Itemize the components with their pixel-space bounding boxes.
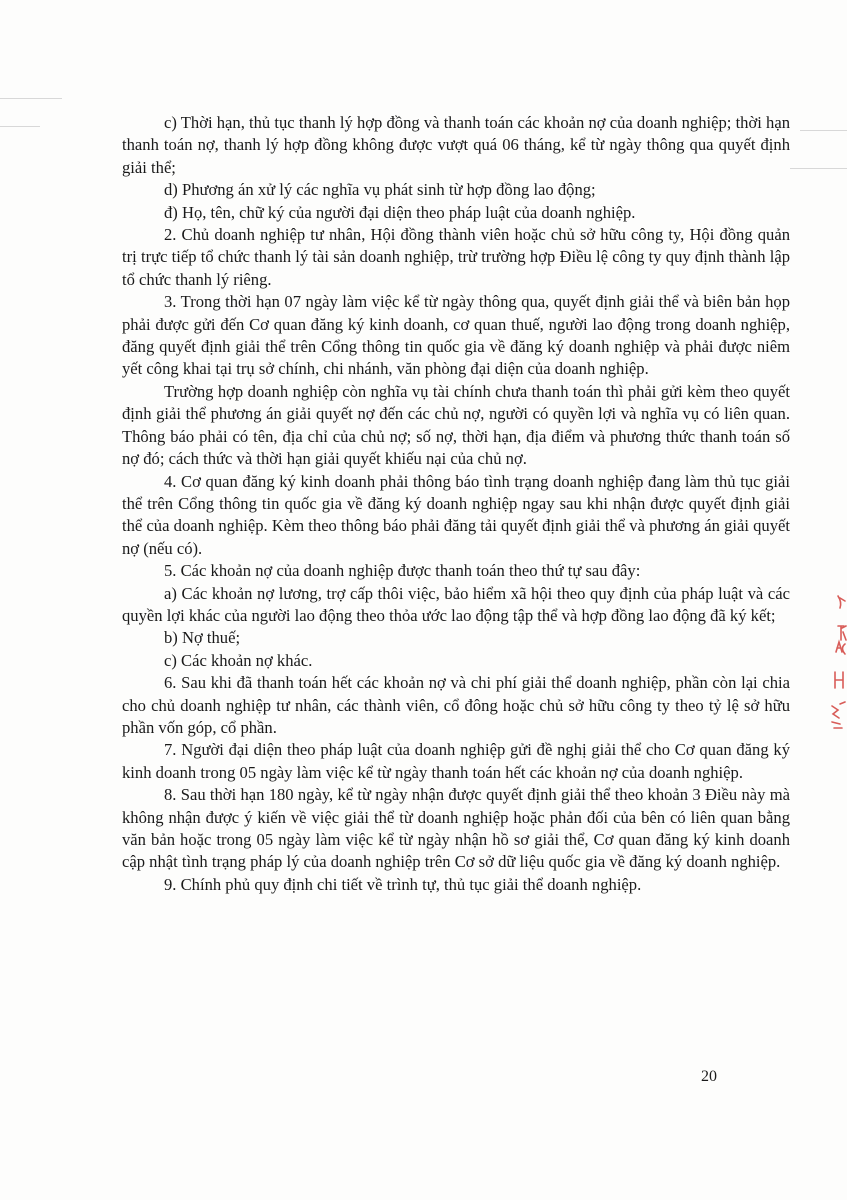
scan-artifact [800,130,847,131]
paragraph-clause-8: 8. Sau thời hạn 180 ngày, kể từ ngày nhận được quyết định giải thể theo khoản 3 Điều này mà không nhận được ý kiến về việc giải thể từ doanh nghiệp hoặc phản đối của bên có liên quan bằng văn bản hoặc trong 05 ngày làm việc kể từ ngày nhận hồ sơ giải thể, Cơ quan đăng ký kinh doanh cập nhật tình trạng pháp lý của doanh nghiệp trên Cơ sở dữ liệu quốc gia về đăng ký doanh nghiệp. [122,785,790,872]
page-number: 20 [701,1068,717,1085]
paragraph-clause-9: 9. Chính phủ quy định chi tiết về trình tự, thủ tục giải thể doanh nghiệp. [164,874,642,894]
paragraph-3dd: đ) Họ, tên, chữ ký của người đại diện theo pháp luật của doanh nghiệp. [164,202,636,222]
paragraph-clause-5c: c) Các khoản nợ khác. [164,650,313,670]
stamp-icon [818,588,847,738]
paragraph-3c: c) Thời hạn, thủ tục thanh lý hợp đồng và thanh toán các khoản nợ của doanh nghiệp; thời hạn thanh toán nợ, thanh lý hợp đồng không được vượt quá 06 tháng, kể từ ngày thông qua quyết định giải thể; [122,113,790,177]
paragraph-3d: d) Phương án xử lý các nghĩa vụ phát sinh từ hợp đồng lao động; [164,180,596,200]
paragraph-clause-5b: b) Nợ thuế; [164,628,241,648]
document-body [122,112,790,896]
paragraph-clause-2: 2. Chủ doanh nghiệp tư nhân, Hội đồng thành viên hoặc chủ sở hữu công ty, Hội đồng quản trị trực tiếp tổ chức thanh lý tài sản doanh nghiệp, trừ trường hợp Điều lệ công ty quy định thành lập tổ chức thanh lý riêng. [122,225,790,289]
paragraph-clause-5a: a) Các khoản nợ lương, trợ cấp thôi việc, bảo hiểm xã hội theo quy định của pháp luật và các quyền lợi khác của người lao động theo thỏa ước lao động tập thể và hợp đồng lao động đã ký kết; [122,583,790,625]
paragraph-clause-4: 4. Cơ quan đăng ký kinh doanh phải thông báo tình trạng doanh nghiệp đang làm thủ tục giải thể trên Cổng thông tin quốc gia về đăng ký doanh nghiệp ngay sau khi nhận được quyết định giải thể của doanh nghiệp. Kèm theo thông báo phải đăng tải quyết định giải thể và phương án giải quyết nợ (nếu có). [122,471,790,558]
scan-artifact [0,126,40,127]
paragraph-clause-7: 7. Người đại diện theo pháp luật của doanh nghiệp gửi đề nghị giải thể cho Cơ quan đăng ký kinh doanh trong 05 ngày làm việc kể từ ngày thanh toán hết các khoản nợ của doanh nghiệp. [122,740,790,782]
paragraph-clause-3: 3. Trong thời hạn 07 ngày làm việc kể từ ngày thông qua, quyết định giải thể và biên bản họp phải được gửi đến Cơ quan đăng ký kinh doanh, cơ quan thuế, người lao động trong doanh nghiệp, đăng quyết định giải thể trên Cổng thông tin quốc gia về đăng ký doanh nghiệp và phải được niêm yết công khai tại trụ sở chính, chi nhánh, văn phòng đại diện của doanh nghiệp. [122,292,790,379]
scan-artifact [790,168,847,169]
paragraph-clause-5: 5. Các khoản nợ của doanh nghiệp được thanh toán theo thứ tự sau đây: [164,561,641,581]
paragraph-clause-3-debt: Trường hợp doanh nghiệp còn nghĩa vụ tài chính chưa thanh toán thì phải gửi kèm theo quyết định giải thể phương án giải quyết nợ đến các chủ nợ, người có quyền lợi và nghĩa vụ có liên quan. Thông báo phải có tên, địa chỉ của chủ nợ; số nợ, thời hạn, địa điểm và phương thức thanh toán số nợ đó; cách thức và thời hạn giải quyết khiếu nại của chủ nợ. [122,381,790,469]
scan-artifact [0,98,62,99]
paragraph-clause-6: 6. Sau khi đã thanh toán hết các khoản nợ và chi phí giải thể doanh nghiệp, phần còn lại chia cho chủ doanh nghiệp tư nhân, các thành viên, cổ đông hoặc chủ sở hữu công ty theo tỷ lệ sở hữu phần vốn góp, cổ phần. [122,673,790,737]
